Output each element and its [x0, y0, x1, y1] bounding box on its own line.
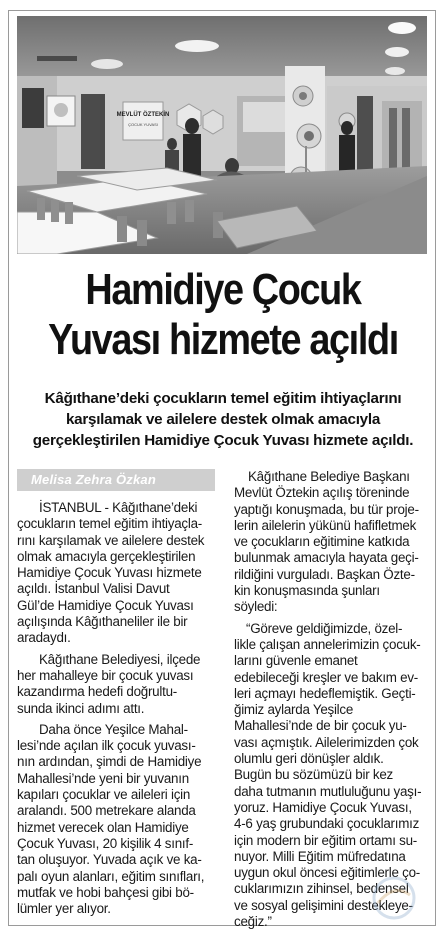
text-line: her mahalleye bir çocuk yuvası: [17, 667, 194, 683]
text-line: sunda ikinci adımı attı.: [17, 700, 145, 716]
text-line: likle çalışan annelerimizin çocuk-: [234, 636, 421, 652]
text-line: ve sosyal gelişimini destekleye-: [234, 897, 413, 913]
text-line: palı oyun alanları, eğitim sınıfları,: [17, 868, 205, 884]
subheadline-line-1: Kâğıthane’deki çocukların temel eğitim ihtiyaçlarını: [44, 390, 402, 407]
text-line: ve çocukların eğitimine katkıda: [234, 534, 410, 550]
text-line: ğimiz aylarda Yeşilce: [234, 702, 354, 718]
text-line: için modern bir eğitim ortamı su-: [234, 832, 417, 848]
text-line: tan oluşuyor. Yuvada açık ve ka-: [17, 852, 202, 868]
subheadline: [15, 388, 431, 451]
text-line: olumlu geri dönüşler aldık.: [234, 751, 384, 767]
right-paragraph-1: [234, 469, 430, 616]
text-line: Kâğıthane Belediye Başkanı: [248, 469, 410, 484]
text-line: ceğiz.”: [234, 914, 272, 930]
watermark-logo-icon: [364, 873, 424, 923]
text-line: aralandı. 500 metrekare alanda: [17, 803, 196, 819]
text-line: nın ardından, şimdi de Hamidiye: [17, 754, 202, 770]
text-line: söyledi:: [234, 599, 278, 615]
text-line: nuyor. Milli Eğitim müfredatına: [234, 848, 406, 864]
article-photo: [17, 16, 427, 254]
left-paragraph-1: [17, 500, 217, 647]
text-line: kazandırma hedefi doğrultu-: [17, 684, 177, 700]
text-line: leri açmayı hedeflemiştik. Geçti-: [234, 685, 416, 701]
subheadline-line-2: karşılamak ve ailelere destek olmak amacıyla: [65, 411, 381, 428]
text-line: yaptığı konuşmada, bu tür proje-: [234, 501, 419, 517]
text-line: Gül’de Hamidiye Çocuk Yuvası: [17, 597, 194, 613]
right-column: [234, 469, 430, 935]
text-line: rını karşılamak ve ailelere destek: [17, 532, 205, 548]
text-line: 4-6 yaş grubundaki çocuklarımız: [234, 816, 420, 832]
text-line: aradaydı.: [17, 630, 71, 646]
text-line: rildiğini vurguladı. Başkan Özte-: [234, 566, 415, 582]
text-line: kin konuşmasında şunları: [234, 583, 380, 599]
text-line: cuklarımızın zihinsel, bedensel: [234, 881, 409, 897]
text-line: Kâğıthane Belediyesi, ilçede: [39, 651, 201, 667]
text-line: Hamidiye Çocuk Yuvası hizmete: [17, 565, 202, 581]
text-line: açılışında Kâğıthaneliler ile bir: [17, 614, 188, 630]
text-line: kapıları çocuklar ve aileleri için: [17, 787, 191, 803]
text-line: Mahallesi’nde yeni bir yuvanın: [17, 770, 189, 786]
newspaper-clipping: [8, 10, 436, 930]
text-line: lümler yer alıyor.: [17, 901, 111, 917]
text-line: lesi’nde açılan ilk çocuk yuvası-: [17, 738, 196, 754]
left-column: [17, 500, 217, 922]
left-paragraph-2: [17, 652, 217, 717]
text-line: edebileceği kreşler ve bakım ev-: [234, 669, 419, 685]
text-line: olmak amacıyla gerçekleştirilen: [17, 548, 196, 564]
text-line: larını güvenle emanet: [234, 653, 358, 669]
text-line: bulunmak amacıyla hayata geçi-: [234, 550, 419, 566]
text-line: vası açmıştık. Ailelerimizden çok: [234, 734, 419, 750]
headline-line-2: Yuvası hizmete açıldı: [48, 315, 398, 364]
text-line: Çocuk Yuvası, 20 kişilik 4 sınıf-: [17, 835, 194, 851]
text-line: hizmet verecek olan Hamidiye: [17, 819, 189, 835]
text-line: çocukların temel eğitim ihtiyaçla-: [17, 516, 202, 532]
text-line: uygun okul öncesi eğitimlerle ço-: [234, 865, 421, 881]
text-line: “Göreve geldiğimizde, özel-: [246, 620, 403, 636]
headline-line-1: Hamidiye Çocuk: [85, 265, 361, 314]
text-line: Mevlüt Öztekin açılış töreninde: [234, 485, 410, 501]
text-line: mutfak ve hobi bahçesi gibi bö-: [17, 884, 194, 900]
text-line: Mahallesi’nde de bir çocuk yu-: [234, 718, 407, 734]
text-line: Daha önce Yeşilce Mahal-: [39, 721, 188, 737]
photo-sign-subtext: ÇOCUK YUVASI: [128, 122, 158, 127]
text-line: İSTANBUL - Kâğıthane’deki: [39, 500, 198, 515]
text-line: daha tutmanın mutluluğunu yaşı-: [234, 783, 422, 799]
text-line: yoruz. Hamidiye Çocuk Yuvası,: [234, 799, 412, 815]
text-line: açıldı. İstanbul Valisi Davut: [17, 581, 170, 597]
subheadline-line-3: gerçekleştirilen Hamidiye Çocuk Yuvası hizmete açıldı.: [32, 432, 414, 449]
author-byline: Melisa Zehra Özkan: [17, 469, 215, 491]
left-paragraph-3: [17, 722, 217, 918]
text-line: Bugün bu sözümüzü bir kez: [234, 767, 393, 783]
headline: [39, 265, 407, 365]
photo-sign-text: MEVLÜT ÖZTEKİN: [116, 112, 170, 118]
text-line: lerin ailelerin yükünü hafifletmek: [234, 517, 417, 533]
